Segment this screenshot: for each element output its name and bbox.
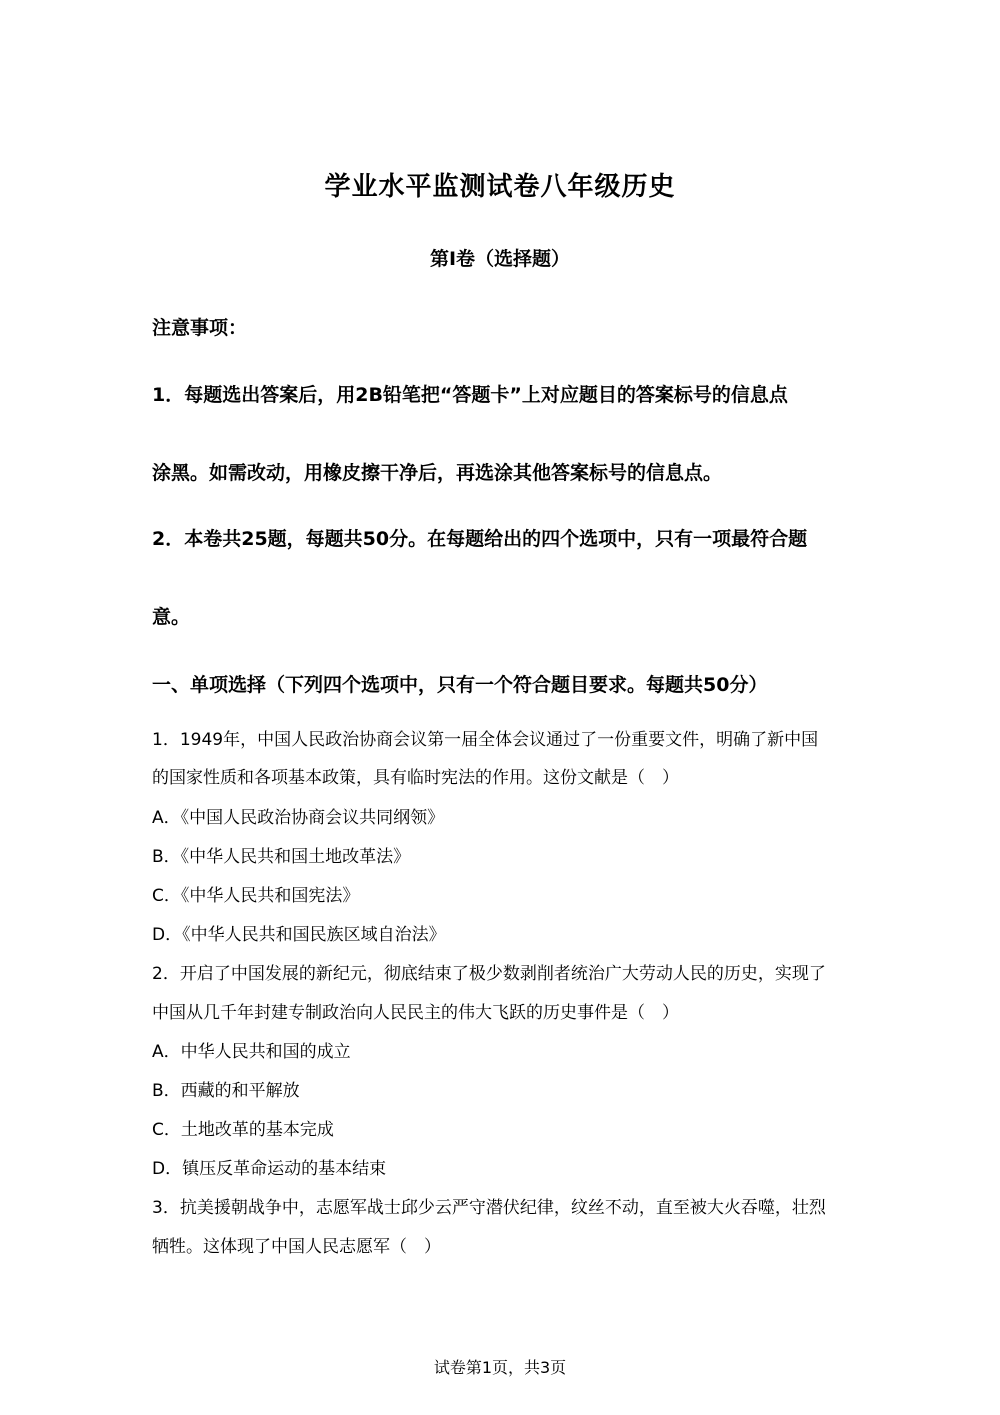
- question-3-stem-line-1: 3．抗美援朝战争中，志愿军战士邱少云严守潜伏纪律，纹丝不动，直至被大火吞噬，壮烈: [152, 1198, 826, 1218]
- note-2-line-2: 意。: [152, 606, 191, 628]
- volume-title: 第Ⅰ卷（选择题）: [429, 248, 571, 270]
- question-3-stem-line-2: 牺牲。这体现了中国人民志愿军（ ）: [152, 1237, 441, 1257]
- page-footer: 试卷第1页，共3页: [433, 1358, 567, 1377]
- question-2-stem-line-2: 中国从几千年封建专制政治向人民民主的伟大飞跃的历史事件是（ ）: [152, 1003, 679, 1023]
- question-1-stem-line-2: 的国家性质和各项基本政策，具有临时宪法的作用。这份文献是（ ）: [152, 768, 679, 788]
- question-2-option-c: C．土地改革的基本完成: [152, 1120, 334, 1140]
- note-1-line-1: 1．每题选出答案后，用2B铅笔把“答题卡”上对应题目的答案标号的信息点: [152, 384, 788, 406]
- question-1-option-b: B．《中华人民共和国土地改革法》: [152, 847, 411, 867]
- exam-title: 学业水平监测试卷八年级历史: [324, 172, 676, 202]
- question-1-stem-line-1: 1．1949年，中国人民政治协商会议第一届全体会议通过了一份重要文件，明确了新中国: [152, 730, 819, 750]
- question-1-option-c: C．《中华人民共和国宪法》: [152, 886, 360, 906]
- question-1-option-d: D．《中华人民共和国民族区域自治法》: [152, 925, 446, 945]
- question-2-stem-line-1: 2．开启了中国发展的新纪元，彻底结束了极少数剥削者统治广大劳动人民的历史，实现了: [152, 964, 826, 984]
- question-2-option-a: A．中华人民共和国的成立: [152, 1042, 351, 1062]
- notes-heading: 注意事项：: [152, 317, 248, 339]
- question-2-option-d: D．镇压反革命运动的基本结束: [152, 1159, 387, 1179]
- note-2-line-1: 2．本卷共25题，每题共50分。在每题给出的四个选项中，只有一项最符合题: [152, 528, 808, 550]
- question-1-option-a: A．《中国人民政治协商会议共同纲领》: [152, 808, 445, 828]
- question-2-option-b: B．西藏的和平解放: [152, 1081, 300, 1101]
- note-1-line-2: 涂黑。如需改动，用橡皮擦干净后，再选涂其他答案标号的信息点。: [152, 462, 723, 484]
- section-heading: 一、单项选择（下列四个选项中，只有一个符合题目要求。每题共50分）: [152, 674, 768, 696]
